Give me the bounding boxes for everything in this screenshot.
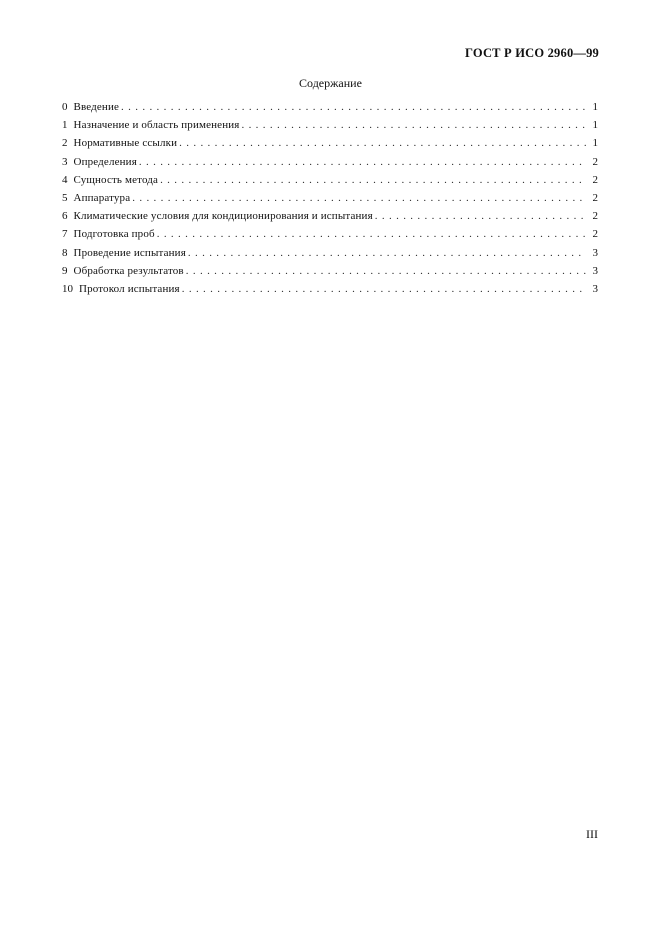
- toc-entry-number: 7: [62, 228, 68, 241]
- toc-entry-page: 2: [592, 228, 598, 241]
- toc-entry[interactable]: [62, 210, 598, 228]
- toc-entry-page: 2: [592, 210, 598, 223]
- toc-entry-number: 4: [62, 173, 68, 186]
- toc-entry-page: 3: [592, 246, 598, 259]
- toc-entry-number: 8: [62, 246, 68, 259]
- dot-leader: [186, 265, 586, 277]
- toc-entry[interactable]: [62, 228, 598, 246]
- dot-leader: [157, 228, 586, 240]
- toc-entry-label: Введение: [73, 101, 120, 113]
- toc-entry-page: 3: [592, 282, 598, 295]
- dot-leader: [139, 156, 586, 168]
- toc-entry[interactable]: [62, 247, 598, 265]
- page-number: III: [586, 827, 598, 841]
- toc-entry[interactable]: [62, 119, 598, 137]
- toc-entry-number: 1: [62, 119, 68, 132]
- dot-leader: [375, 210, 586, 222]
- dot-leader: [160, 174, 586, 186]
- toc-entry-number: 5: [62, 191, 68, 204]
- toc-entry-label: Нормативные ссылки: [73, 137, 178, 150]
- toc-entry[interactable]: [62, 156, 598, 174]
- toc-entry-number: 0: [62, 101, 68, 113]
- toc-entry-page: 2: [592, 191, 598, 204]
- toc-entry[interactable]: [62, 174, 598, 192]
- toc-entry[interactable]: [62, 192, 598, 210]
- toc-entry-number: 10: [62, 282, 73, 295]
- toc-entry-page: 1: [592, 137, 598, 150]
- dot-leader: [179, 137, 586, 149]
- toc-entry[interactable]: [62, 265, 598, 283]
- dot-leader: [132, 192, 586, 204]
- toc-entry-page: 3: [592, 264, 598, 277]
- toc-entry-page: 1: [592, 101, 598, 113]
- toc-entry-page: 2: [592, 155, 598, 168]
- toc-entry-number: 3: [62, 155, 68, 168]
- toc-entry-label: Протокол испытания: [79, 282, 180, 295]
- dot-leader: [121, 101, 586, 113]
- toc-entry-label: Обработка результатов: [73, 264, 184, 277]
- toc-entry-number: 6: [62, 210, 68, 223]
- toc-title: Содержание: [299, 76, 362, 90]
- toc-entry[interactable]: [62, 101, 598, 119]
- toc-entry[interactable]: [62, 283, 598, 301]
- toc-entry-label: Подготовка проб: [73, 228, 155, 241]
- toc-entry-label: Климатические условия для кондиционирования и испытания: [73, 210, 373, 223]
- table-of-contents: [62, 101, 598, 301]
- document-code: ГОСТ Р ИСО 2960—99: [465, 46, 599, 60]
- toc-entry-page: 2: [592, 173, 598, 186]
- toc-entry-label: Определения: [73, 155, 137, 168]
- toc-entry-page: 1: [592, 119, 598, 132]
- toc-entry-label: Сущность метода: [73, 173, 159, 186]
- dot-leader: [241, 119, 586, 131]
- toc-entry[interactable]: [62, 137, 598, 155]
- toc-entry-label: Аппаратура: [73, 191, 131, 204]
- toc-entry-label: Назначение и область применения: [73, 119, 240, 132]
- dot-leader: [188, 247, 586, 259]
- toc-entry-label: Проведение испытания: [73, 246, 186, 259]
- toc-entry-number: 2: [62, 137, 68, 150]
- dot-leader: [182, 283, 586, 295]
- toc-entry-number: 9: [62, 264, 68, 277]
